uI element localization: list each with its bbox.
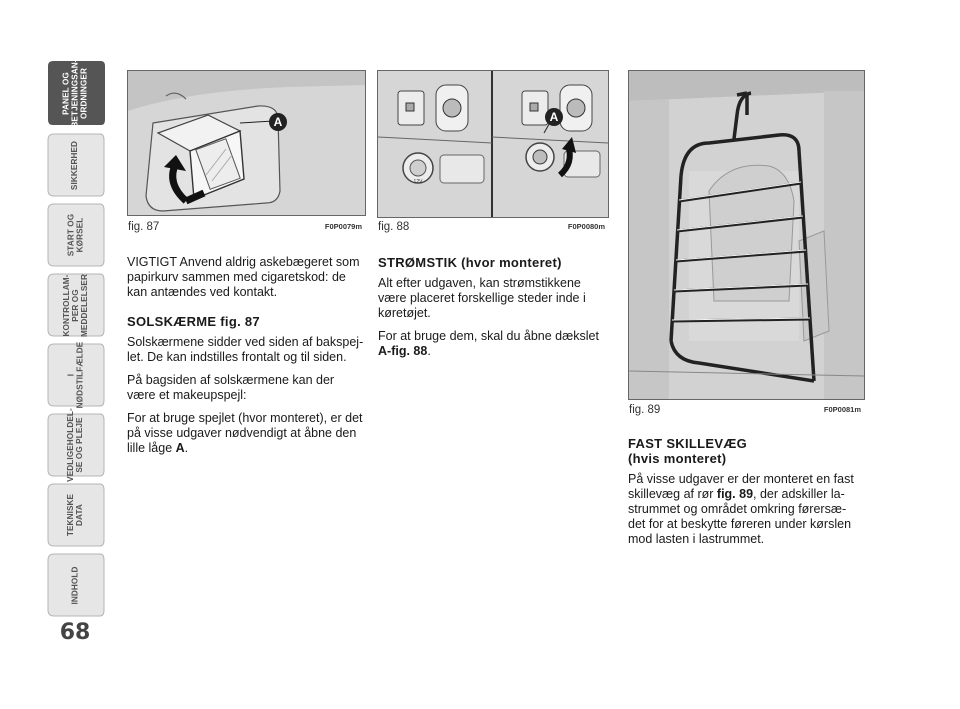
warning-text: VIGTIGT Anvend aldrig askebægeret som papirkurv sammen med cigaretskod: de kan antændes ved kontakt. (127, 255, 360, 299)
power-socket-illustration (378, 71, 608, 217)
tab-label: I NØDSTILFÆLDE (66, 341, 85, 409)
figure-reference: fig. 89 (716, 487, 754, 501)
text-column-fixed-partition (628, 436, 862, 555)
marker-a: A (549, 110, 559, 124)
partition-illustration (629, 71, 864, 399)
figure-caption: fig. 88 (378, 221, 410, 233)
figure-code: F0P0079m (324, 222, 362, 231)
tab-label: SIKKERHED (70, 140, 80, 190)
figure-caption: fig. 87 (128, 221, 160, 233)
page-number: 68 (59, 620, 91, 645)
paragraph: Alt efter udgaven, kan strømstikkene være placeret forskellige steder inde i køretøjet. (378, 276, 586, 320)
section-heading-fast-skillevaeg: FAST SKILLEVÆG (628, 436, 748, 451)
tab-sikkerhed[interactable] (40, 132, 106, 198)
section-heading-stromstik: STRØMSTIK (hvor monteret) (378, 255, 562, 270)
marker-a: A (273, 115, 283, 129)
tab-label: VEDLIGEHOLDEL- SE OG PLEJE (66, 408, 85, 482)
figure-reference: A-fig. 88 (378, 344, 428, 358)
paragraph (127, 411, 365, 456)
tab-tekniske-data[interactable] (40, 482, 106, 548)
text-column-power-sockets (378, 255, 608, 367)
text-column-sun-visors (127, 255, 365, 464)
figure-caption: fig. 89 (629, 404, 661, 416)
tab-label: PANEL OG BETJENINGSAN- ORDNINGER (61, 58, 89, 128)
marker-reference: A (175, 441, 185, 455)
figure-power-sockets (377, 70, 609, 218)
paragraph-end: . (184, 441, 189, 455)
section-subheading: (hvis monteret) (628, 451, 727, 466)
tab-i-nodstilfaelde[interactable] (40, 342, 106, 408)
tab-indhold[interactable] (40, 552, 106, 618)
tab-panel-og-betjeningsanordninger[interactable] (40, 60, 106, 126)
paragraph-end: . (427, 344, 431, 358)
paragraph (378, 329, 608, 359)
paragraph (628, 472, 862, 547)
tab-label: INDHOLD (70, 566, 80, 604)
marker-a-badge (545, 108, 563, 126)
tab-label: TEKNISKE DATA (65, 493, 84, 537)
paragraph-end: , der adskiller la-strummet og området omkring førersæ-det for at beskytte føreren under kørslen mod lasten i lastrummet. (628, 487, 852, 546)
tab-vedligeholdelse-og-pleje[interactable] (40, 408, 106, 482)
figure-sun-visor (127, 70, 366, 216)
tab-label: START OG KØRSEL (66, 213, 84, 257)
figure-fixed-partition (628, 70, 865, 400)
figure-code: F0P0080m (567, 222, 605, 231)
tab-kontrollamper-og-meddelelser[interactable] (40, 272, 106, 338)
tab-label: KONTROLLAM- PER OG MEDDELELSER (61, 273, 89, 337)
socket-12v-label: 12V (413, 179, 423, 185)
tab-start-og-korsel[interactable] (40, 202, 106, 268)
paragraph-text: For at bruge spejlet (hvor monteret), er det på visse udgaver nødvendigt at åbne den lille låge (127, 411, 363, 455)
sun-visor-illustration (128, 71, 365, 215)
paragraph-text: På visse udgaver er der monteret en fast skillevæg af rør (628, 472, 854, 501)
section-heading-solskaerme: SOLSKÆRME fig. 87 (127, 314, 260, 329)
figure-code: F0P0081m (823, 405, 861, 414)
paragraph-text: For at bruge dem, skal du åbne dækslet (378, 329, 599, 343)
marker-a-badge (269, 113, 287, 131)
paragraph: Solskærmene sidder ved siden af bakspej-let. De kan indstilles frontalt og til siden. (127, 335, 364, 364)
paragraph: På bagsiden af solskærmene kan der være et makeupspejl: (127, 373, 335, 402)
